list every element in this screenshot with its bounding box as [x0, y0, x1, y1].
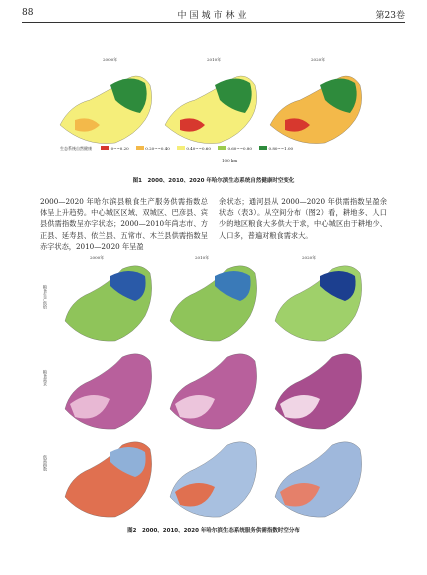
- legend-label: 0.80~~1.00: [268, 146, 294, 151]
- fig2-row-label: 粮食生产供给: [43, 285, 48, 309]
- fig1-year-1: 2000年: [103, 57, 118, 62]
- fig1-map-2000: [60, 76, 152, 144]
- legend-swatch: [136, 146, 144, 150]
- fig2-maps: [50, 261, 390, 523]
- fig1-legend-title: 生态系统自然健康: [60, 146, 92, 151]
- fig2-row-supply: [65, 266, 362, 341]
- fig2-col-header: 2000年: [90, 255, 105, 260]
- legend-swatch: [101, 146, 109, 150]
- fig1-legend: [60, 146, 360, 156]
- body-right-column: [219, 196, 387, 241]
- fig1-scale-bar: 100 km: [222, 158, 238, 163]
- legend-swatch: [259, 146, 267, 150]
- fig2-row-index: [65, 442, 362, 517]
- fig1-year-3: 2020年: [311, 57, 326, 62]
- header-rule: [22, 22, 405, 23]
- legend-swatch: [218, 146, 226, 150]
- journal-title: 中国城市林业: [177, 11, 250, 21]
- body-left-column: [40, 196, 208, 252]
- body-right-text: 余状态；通河县从 2000—2020 年供需指数呈盈余状态（表3）。从空间分布（图2）看，耕地多、人口少的地区粮食大多供大于求，中心城区由于耕地少、人口多，普遍对粮食需求大。: [219, 197, 387, 240]
- page-number: 88: [22, 8, 34, 18]
- legend-label: 0.40~~0.60: [186, 146, 211, 151]
- fig2-col-header: 2010年: [195, 255, 210, 260]
- fig1-map-2010: [165, 76, 257, 144]
- fig2-row-label: 供需指数: [43, 455, 48, 471]
- fig1-map-2020: [270, 76, 362, 144]
- fig2-caption: 图2 2000、2010、2020 年哈尔滨生态系统服务供需指数时空分布: [127, 528, 300, 534]
- fig2-row-label: 粮食需求: [43, 370, 48, 386]
- legend-label: 0.20~~0.40: [145, 146, 170, 151]
- fig2-col-header: 2020年: [302, 255, 317, 260]
- figure-2: [40, 255, 390, 520]
- legend-label: 0.60~~0.80: [227, 146, 252, 151]
- fig1-year-2: 2010年: [207, 57, 222, 62]
- body-left-text: 2000—2020 年哈尔滨县粮食生产服务供需指数总体呈上升趋势。中心城区区域、双城区、巴彦县、宾县供需指数呈亦字状态；2000—2010年尚志市、方正县、延寿县、依兰县、五常市、木兰县供需指数呈赤字状态，2010—2020 年呈盈: [40, 197, 208, 251]
- fig2-row-demand: [65, 354, 362, 429]
- fig1-caption: 图1 2000、2010、2020 年哈尔滨生态系统自然健康时空变化: [132, 178, 295, 184]
- fig1-maps: [55, 65, 375, 155]
- legend-swatch: [177, 146, 185, 150]
- legend-label: 0~~0.20: [110, 146, 129, 151]
- figure-1: [55, 57, 375, 160]
- volume-label: 第23卷: [375, 11, 405, 21]
